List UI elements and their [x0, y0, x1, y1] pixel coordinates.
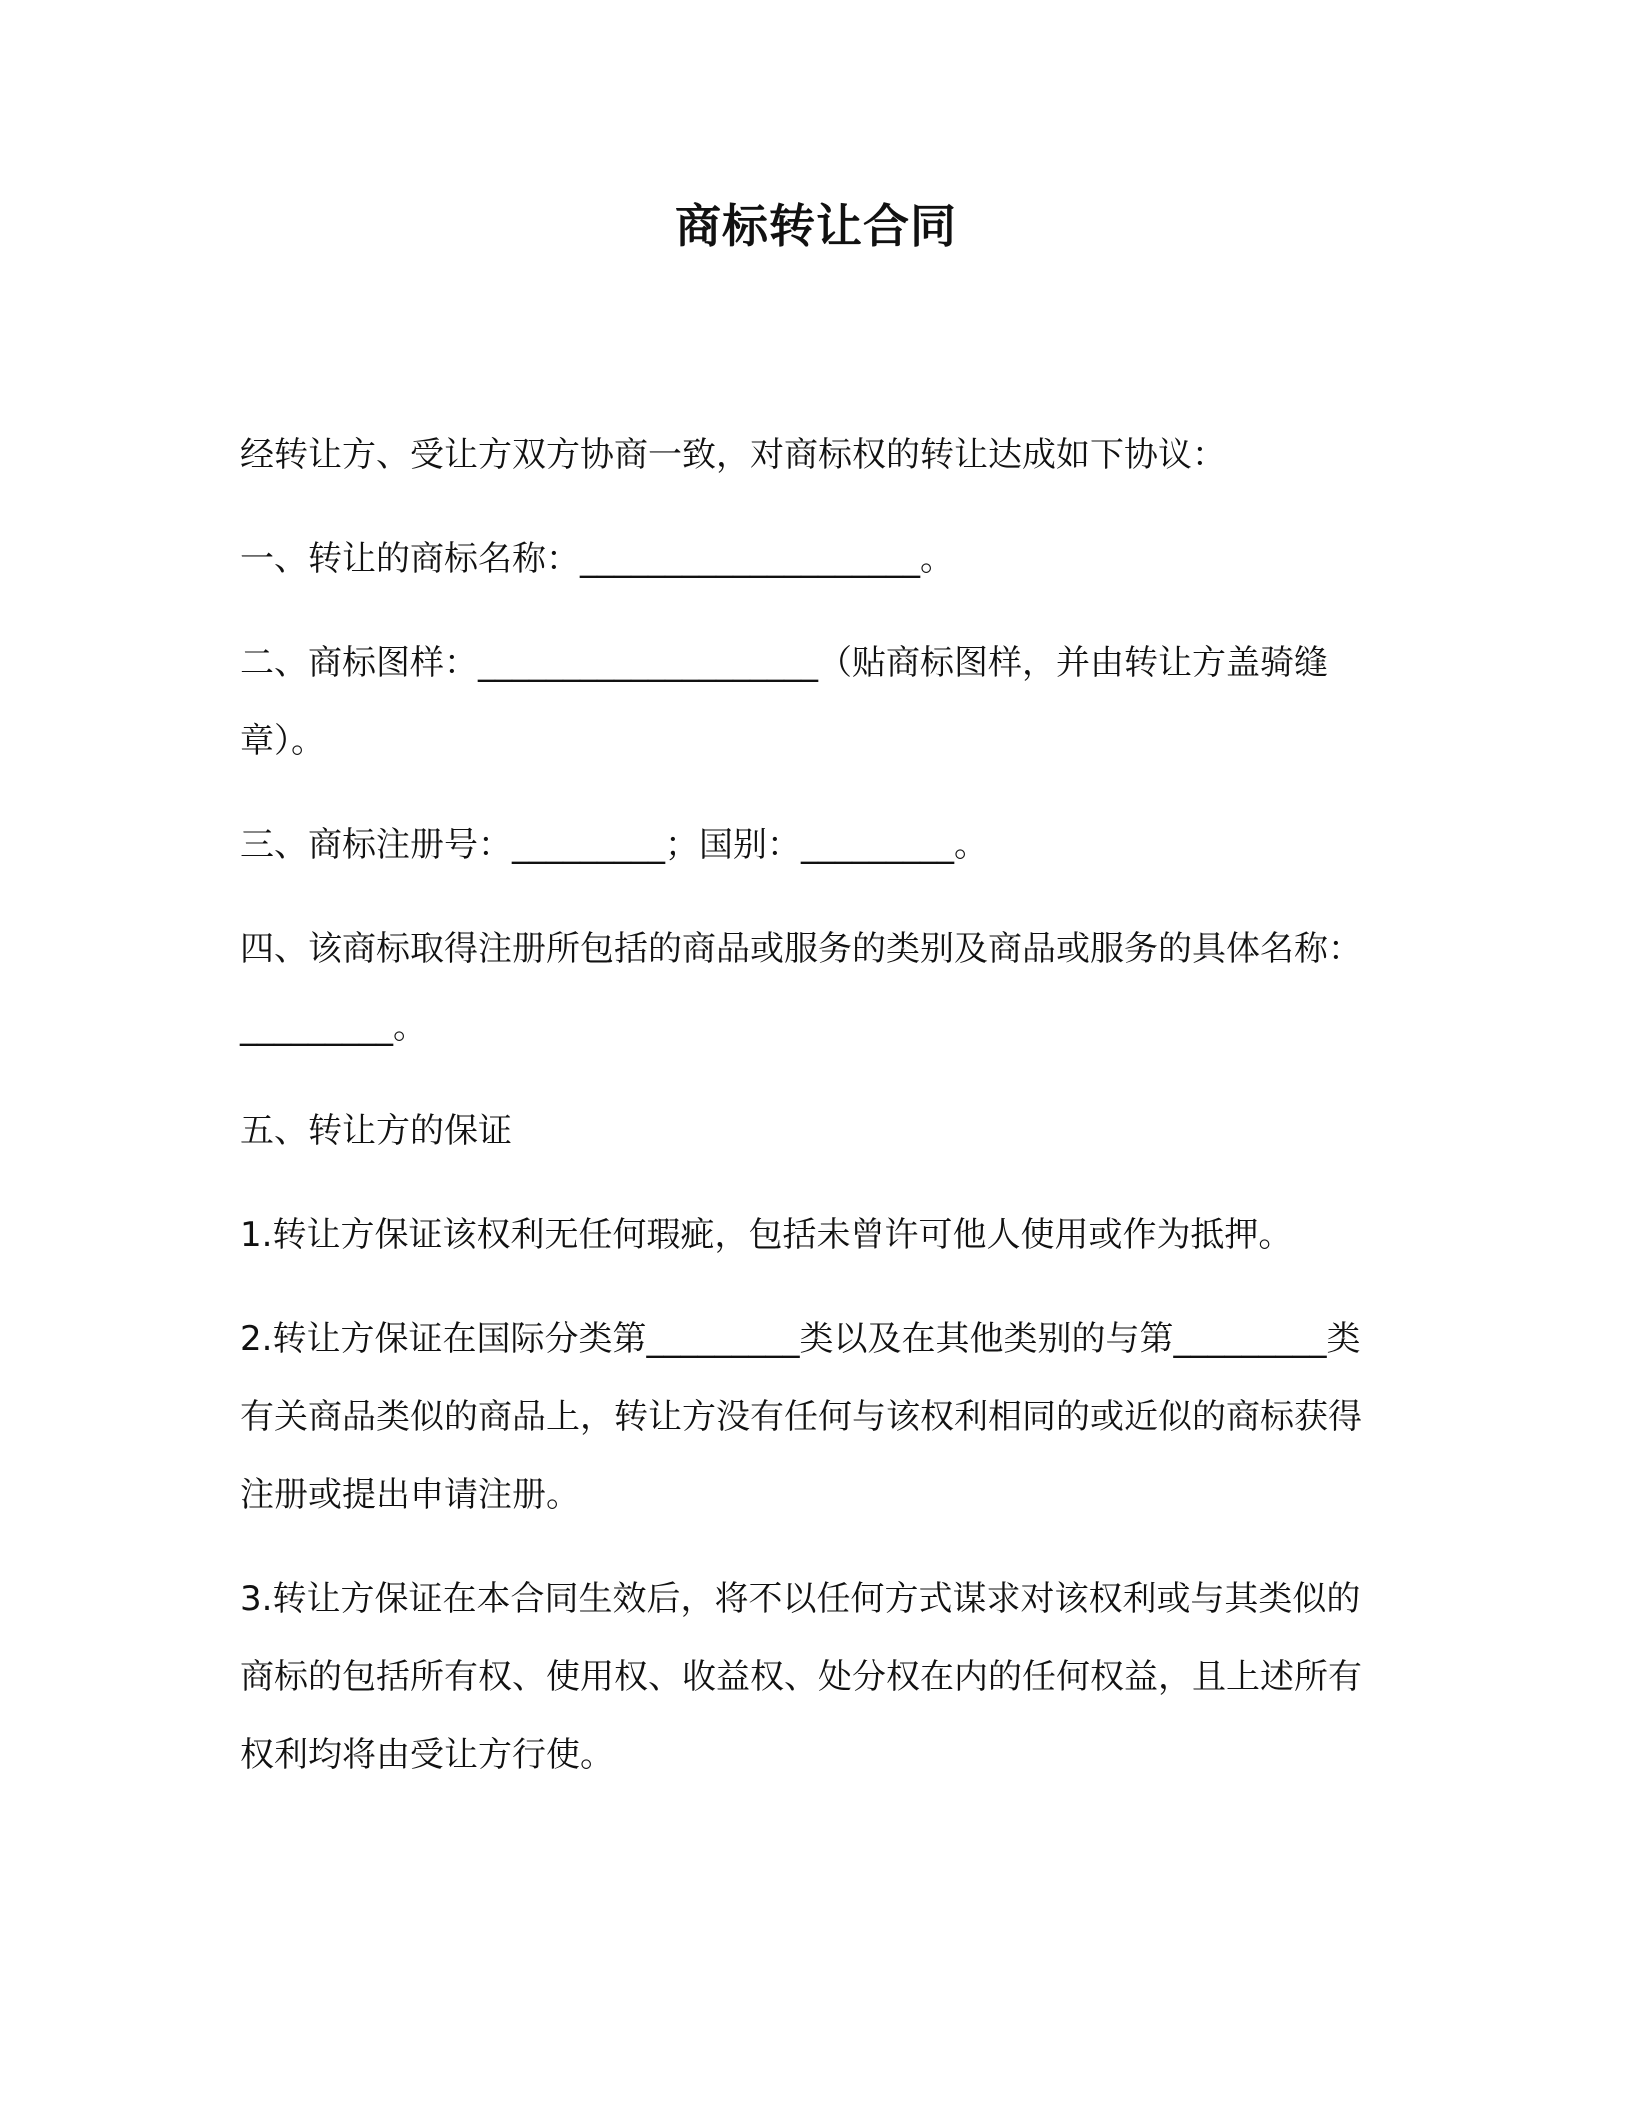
- clause-4-goods-services: 四、该商标取得注册所包括的商品或服务的类别及商品或服务的具体名称：_________。: [240, 929, 1362, 1047]
- clause-1-trademark-name: 一、转让的商标名称：____________________。: [240, 539, 954, 579]
- clause-5-heading: 五、转让方的保证: [240, 1111, 512, 1151]
- clause-5-item-1: 1.转让方保证该权利无任何瑕疵，包括未曾许可他人使用或作为抵押。: [240, 1215, 1293, 1255]
- document-body: [240, 416, 1390, 1820]
- clause-2-trademark-sample: 二、商标图样：____________________（贴商标图样，并由转让方盖骑缝章）。: [240, 643, 1328, 761]
- clause-3-registration-number: 三、商标注册号：_________；国别：_________。: [240, 825, 988, 865]
- document-title: 商标转让合同: [675, 199, 957, 253]
- intro-paragraph: 经转让方、受让方双方协商一致，对商标权的转让达成如下协议：: [240, 435, 1226, 475]
- clause-5-item-2: 2.转让方保证在国际分类第_________类以及在其他类别的与第_________类有关商品类似的商品上，转让方没有任何与该权利相同的或近似的商标获得注册或提出申请注册。: [240, 1319, 1362, 1515]
- clause-5-item-3: 3.转让方保证在本合同生效后，将不以任何方式谋求对该权利或与其类似的商标的包括所有权、使用权、收益权、处分权在内的任何权益，且上述所有权利均将由受让方行使。: [240, 1579, 1362, 1775]
